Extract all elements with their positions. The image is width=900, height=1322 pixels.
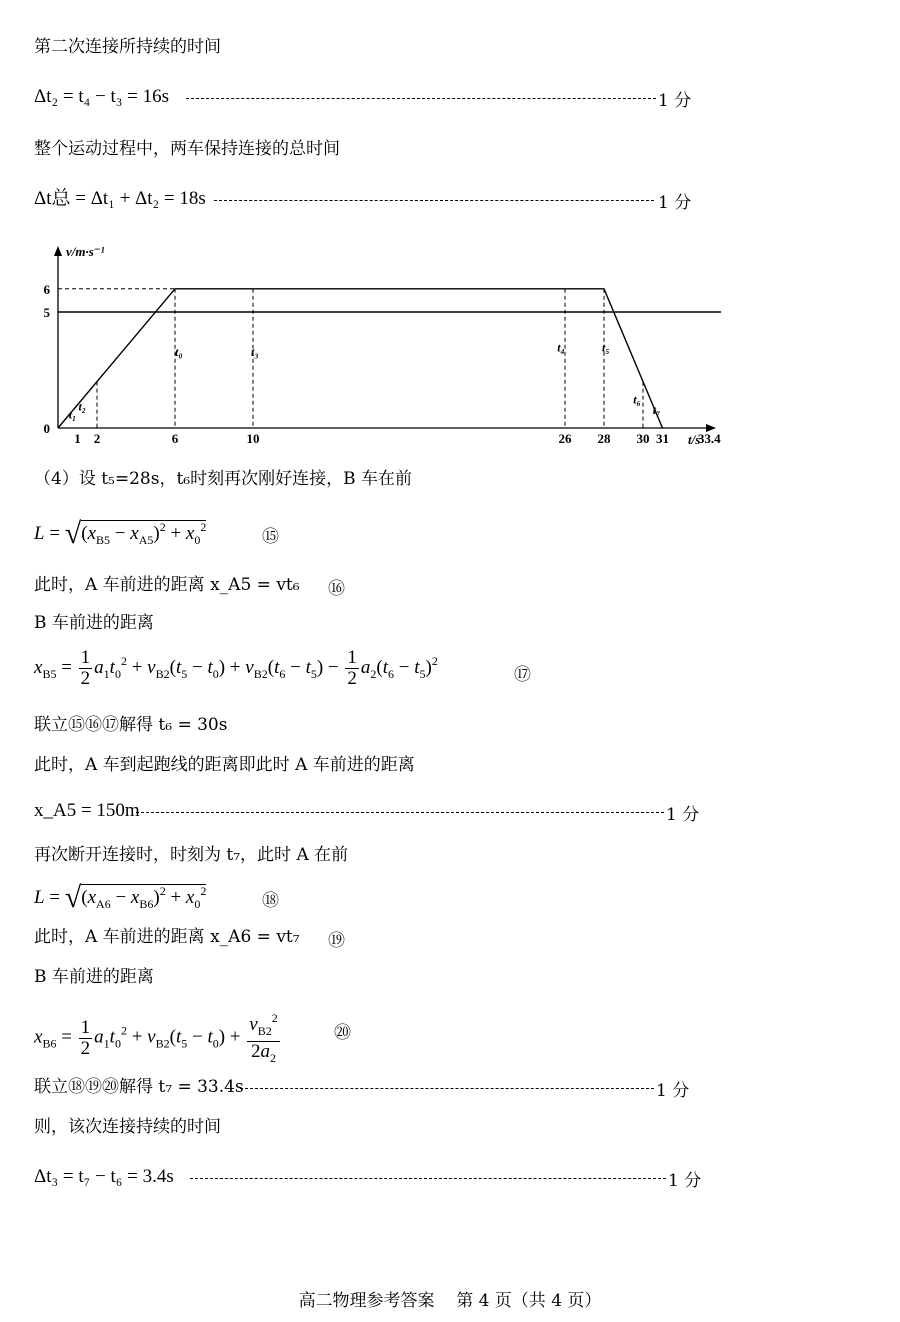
x-tick-label-31: 31 [656,431,669,446]
text-a5-distance: 此时，A 车前进的距离 x_A5 = vt₆ [34,575,300,595]
dash-leader [214,200,654,201]
footer-page-number: 第 4 页（共 4 页） [456,1291,602,1311]
dash-leader [190,1178,666,1179]
score-label: 1 分 [656,1081,690,1101]
time-label-0: t₀ [175,345,183,360]
x-tick-label-33-4: 33.4 [697,431,721,446]
equation-18: $L = √(x_{A6} - x_{B6})^2 + x_0^2$ [34,881,207,914]
text-break-connection: 再次断开连接时，时刻为 t₇，此时 A 在前 [34,845,349,865]
equation-17: $x_{B5}$ = $\frac{1}{2}$ $a_1t_0^2 + v_{B2}(t_5 - t_0) + v_{B2}(t_6 - t_5)$ − $\frac{1}{2}$ $a_2(t_6 - t_5)^2$ [34,647,438,689]
time-label-2: t₂ [78,399,87,414]
equation-dt3: Δt₃ = t₇ − t₆ = 3.4s [34,1166,174,1187]
equation-number-18: ⑱ [262,891,279,911]
text-a6-distance: 此时，A 车前进的距离 x_A6 = vt₇ [34,927,300,947]
equation-20: $x_{B6}$ = $\frac{1}{2}$ $a_1t_0^2 + v_{B2}(t_5 - t_0)$ + $\frac{v_{B2}^2}{2a_2}$ [34,1008,282,1068]
text-duration-label: 则，该次连接持续的时间 [34,1117,221,1137]
x-tick-label-2: 2 [93,431,101,446]
time-label-4: t₄ [557,340,565,355]
text-a-distance-start: 此时，A 车到起跑线的距离即此时 A 车前进的距离 [34,755,415,775]
y-axis-label: v/m·s⁻¹ [66,244,105,259]
y-tick-label-0: 0 [43,421,50,436]
text-solve-t6: 联立⑮⑯⑰解得 t₆ = 30s [34,715,228,735]
dash-leader [240,1088,654,1089]
score-label: 1 分 [658,91,692,111]
x-axis-label: t/s [688,432,701,447]
time-label-5: t₅ [602,340,610,355]
time-label-1: t₁ [68,407,77,422]
equation-number-19: ⑲ [328,931,345,951]
equation-dt2: Δt₂ = t₄ − t₃ = 16s [34,86,169,107]
x-tick-label-6: 6 [171,431,179,446]
time-label-3: t₃ [251,345,259,360]
text-line-second-connection: 第二次连接所持续的时间 [34,37,221,57]
dash-leader [186,98,656,99]
score-label: 1 分 [658,193,692,213]
velocity-time-chart [36,244,726,449]
equation-number-15: ⑮ [262,527,279,547]
y-tick-label-6: 6 [43,281,50,297]
footer-title: 高二物理参考答案 [298,1291,435,1311]
x-tick-label-10: 10 [246,431,260,446]
x-tick-label-26: 26 [558,431,572,446]
series-line-0 [58,289,663,428]
x-tick-label-28: 28 [597,431,611,446]
x-tick-label-1: 1 [74,431,81,446]
equation-number-20: ⑳ [334,1023,351,1043]
x-tick-label-30: 30 [636,431,650,446]
page-footer [0,1286,900,1311]
time-label-6: t₆ [633,392,641,407]
equation-number-16: ⑯ [328,579,345,599]
text-b6-label: B 车前进的距离 [34,967,154,987]
equation-15: $L = √(x_{B5} - x_{A5})^2 + x_0^2$ [34,517,207,550]
score-label: 1 分 [666,805,700,825]
y-axis-arrow [54,246,62,256]
text-solve-t7: 联立⑱⑲⑳解得 t₇ = 33.4s [34,1077,244,1097]
text-b5-label: B 车前进的距离 [34,613,154,633]
equation-dt-total: Δt总 = Δt₁ + Δt₂ = 18s [34,188,206,209]
text-line-total-time: 整个运动过程中，两车保持连接的总时间 [34,139,340,159]
equation-xa5: x_A5 = 150m [34,800,140,821]
score-label: 1 分 [668,1171,702,1191]
dash-leader [136,812,664,813]
text-part4-intro: （4）设 t₅=28s，t₆时刻再次刚好连接，B 车在前 [34,469,413,489]
equation-number-17: ⑰ [514,665,531,685]
time-label-7: t₇ [652,403,661,418]
y-tick-label-5: 5 [43,305,50,320]
